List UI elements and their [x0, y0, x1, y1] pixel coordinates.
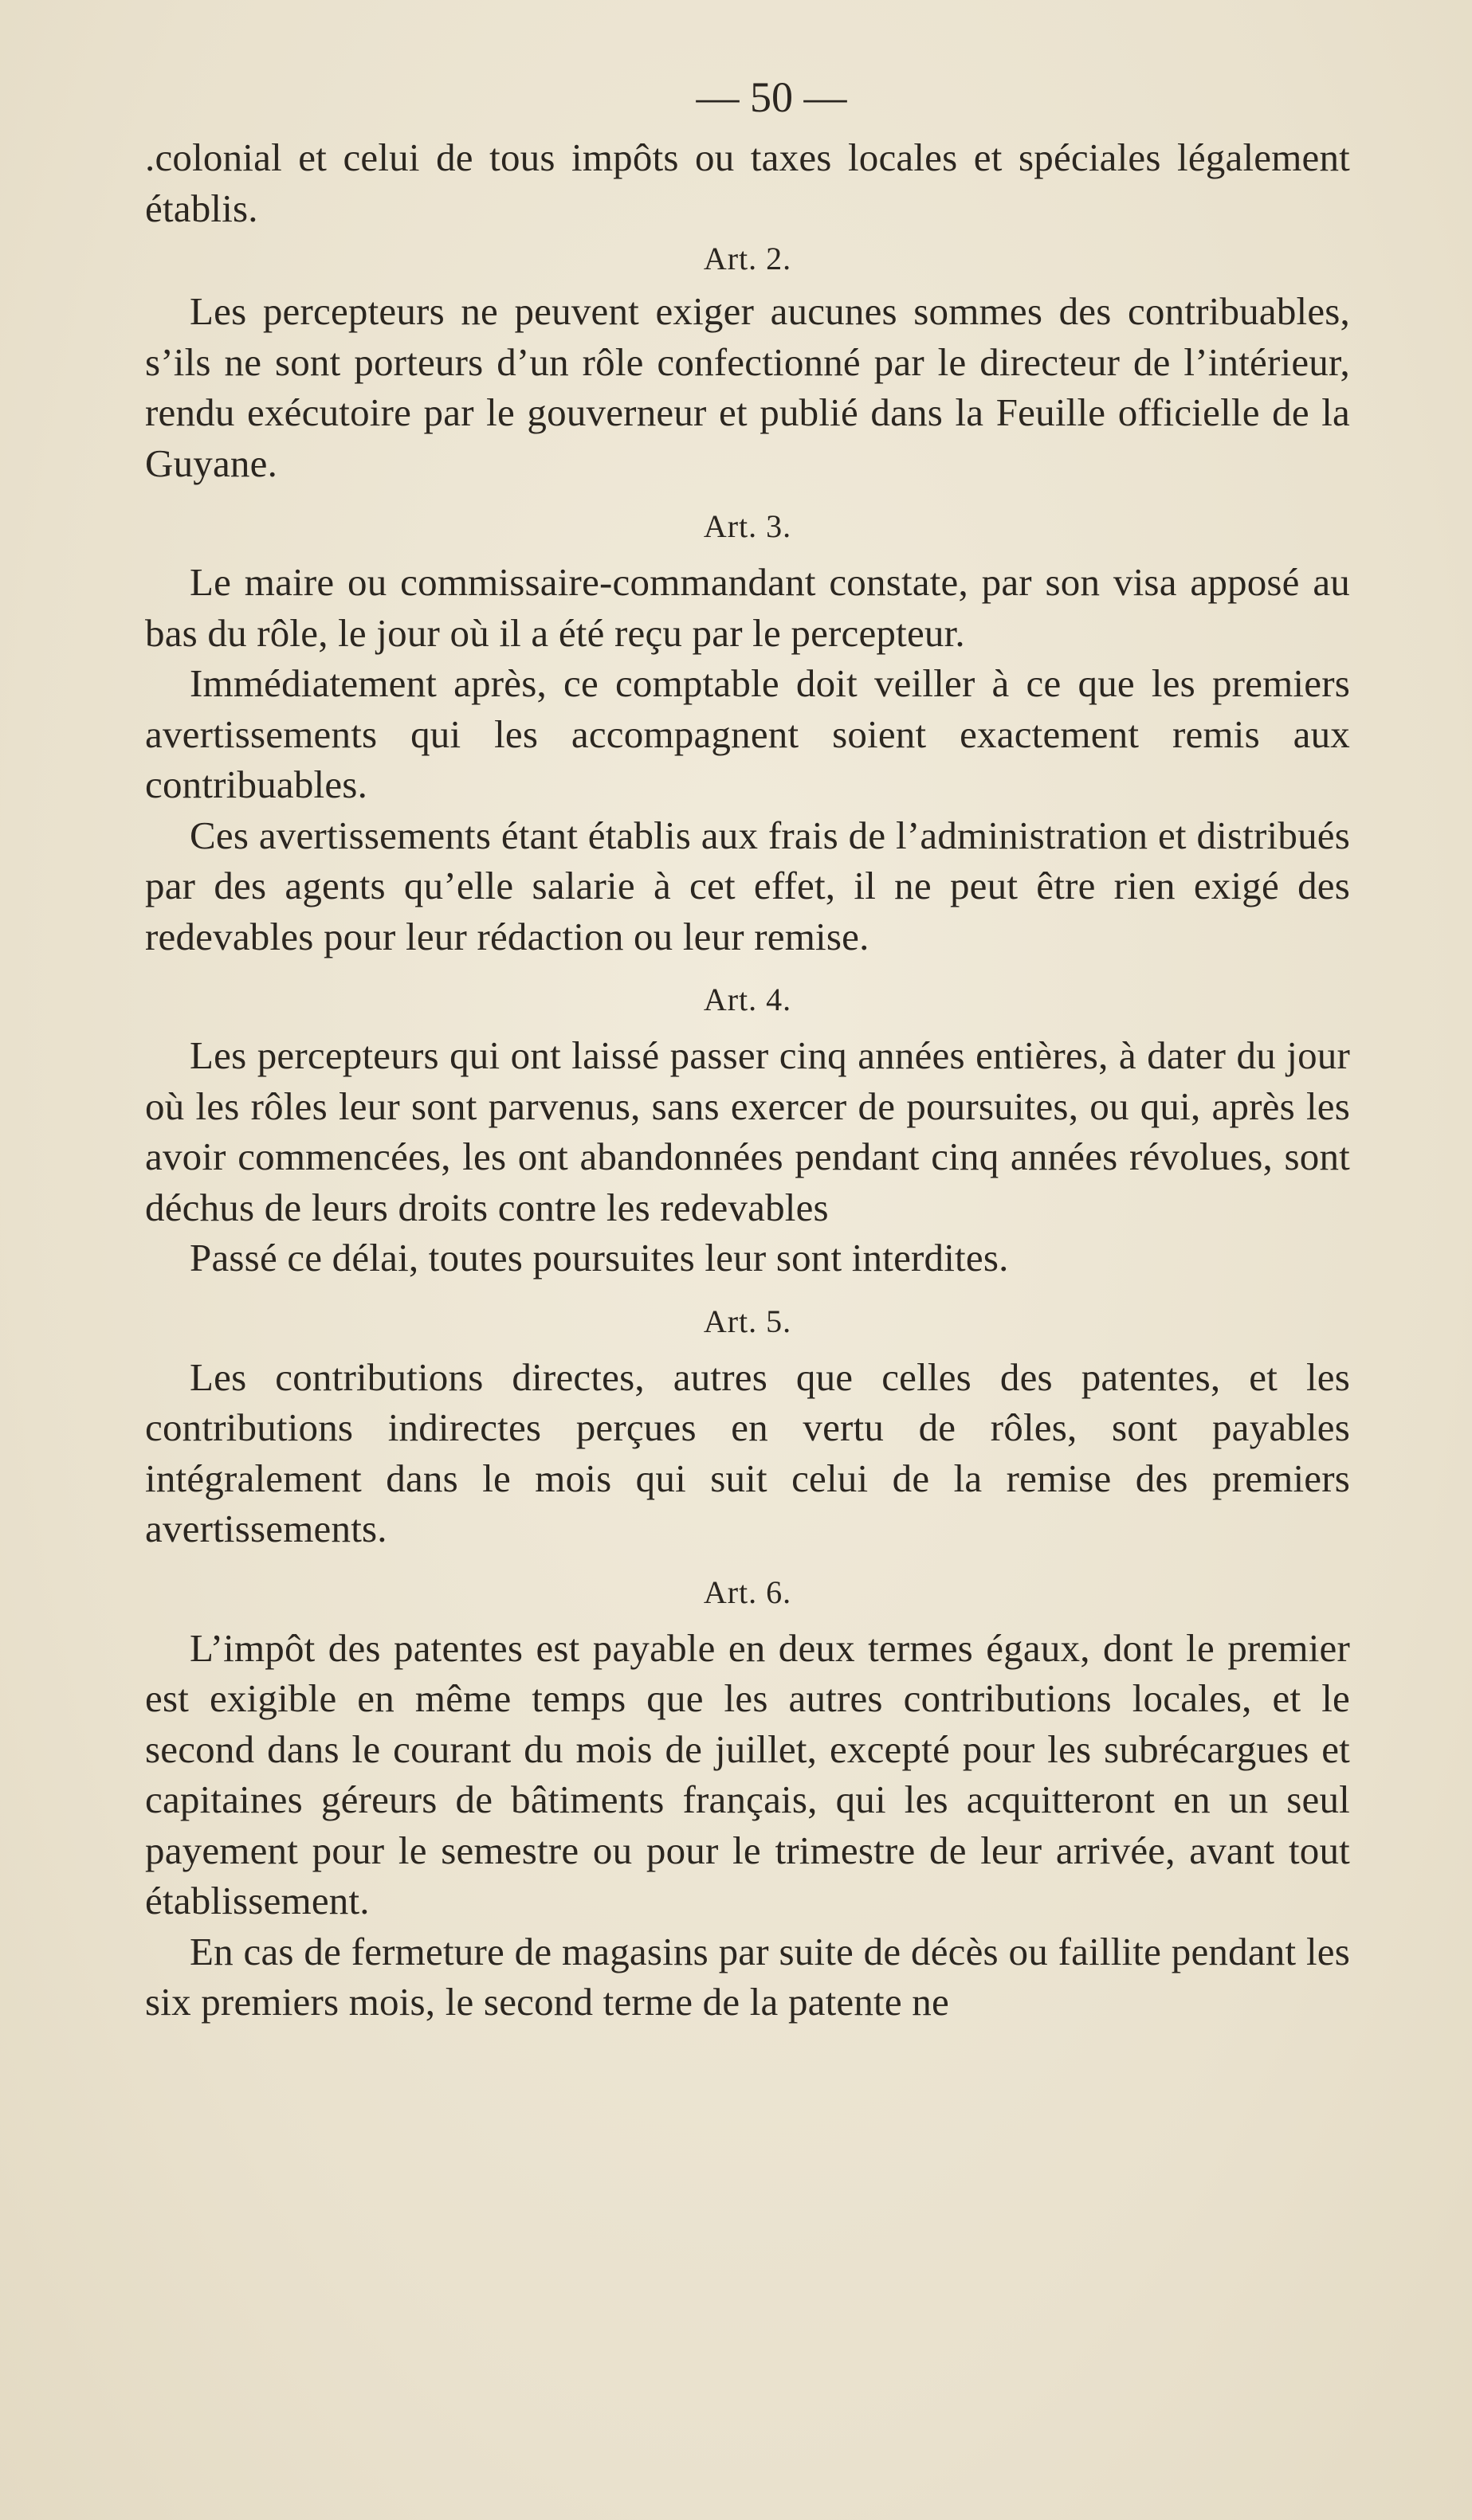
- article-3-paragraph-1: Le maire ou commissaire-commandant constate, par son visa apposé au bas du rôle, le jour où il a été reçu par le percepteur.: [145, 560, 1350, 655]
- article-3-paragraph-3: Ces avertissements étant établis aux frais de l’administration et distribués par des agents qu’elle salarie à cet effet, il ne peut être rien exigé des redevables pour leur rédaction ou leur remise.: [145, 813, 1350, 958]
- article-heading-3: Art. 3.: [703, 508, 792, 544]
- article-5-paragraph-1: Les contributions directes, autres que celles des patentes, et les contributions indirectes perçues en vertu de rôles, sont payables intégralement dans le mois qui suit celui de la remise des premiers avertissements.: [145, 1354, 1350, 1550]
- article-4-paragraph-2: Passé ce délai, toutes poursuites leur sont interdites.: [190, 1236, 1009, 1280]
- article-heading-4: Art. 4.: [703, 982, 792, 1017]
- article-heading-6: Art. 6.: [703, 1574, 792, 1610]
- article-6-paragraph-1: L’impôt des patentes est payable en deux termes égaux, dont le premier est exigible en même temps que les autres contributions locales, et le second dans le courant du mois de juillet, excepté pour les subrécargues et capitaines géreurs de bâtiments français, qui les acquitteront en un seul payement pour le semestre ou pour le trimestre de leur arrivée, avant tout établissement.: [145, 1625, 1350, 1922]
- article-4-paragraph-1: Les percepteurs qui ont laissé passer cinq années entières, à dater du jour où les rôles leur sont parvenus, sans exercer de poursuites, ou qui, après les avoir commencées, les ont abandonnées pendant cinq années révolues, sont déchus de leurs droits contre les redevables: [145, 1033, 1350, 1229]
- page-number: — 50 —: [696, 73, 847, 121]
- article-3-paragraph-2: Immédiatement après, ce comptable doit veiller à ce que les premiers avertissements qui les accompagnent soient exactement remis aux contribuables.: [145, 661, 1350, 806]
- continued-paragraph: .colonial et celui de tous impôts ou taxes locales et spéciales légalement établis.: [145, 135, 1350, 230]
- article-heading-2: Art. 2.: [703, 241, 792, 276]
- document-page: [145, 73, 1350, 2028]
- article-heading-5: Art. 5.: [703, 1303, 792, 1339]
- article-2-paragraph-1: Les percepteurs ne peuvent exiger aucunes sommes des contribuables, s’ils ne sont porteurs d’un rôle confectionné par le directeur de l’intérieur, rendu exécutoire par le gouverneur et publié dans la Feuille officielle de la Guyane.: [145, 289, 1350, 485]
- article-6-paragraph-2: En cas de fermeture de magasins par suite de décès ou faillite pendant les six premiers mois, le second terme de la patente ne: [145, 1929, 1350, 2024]
